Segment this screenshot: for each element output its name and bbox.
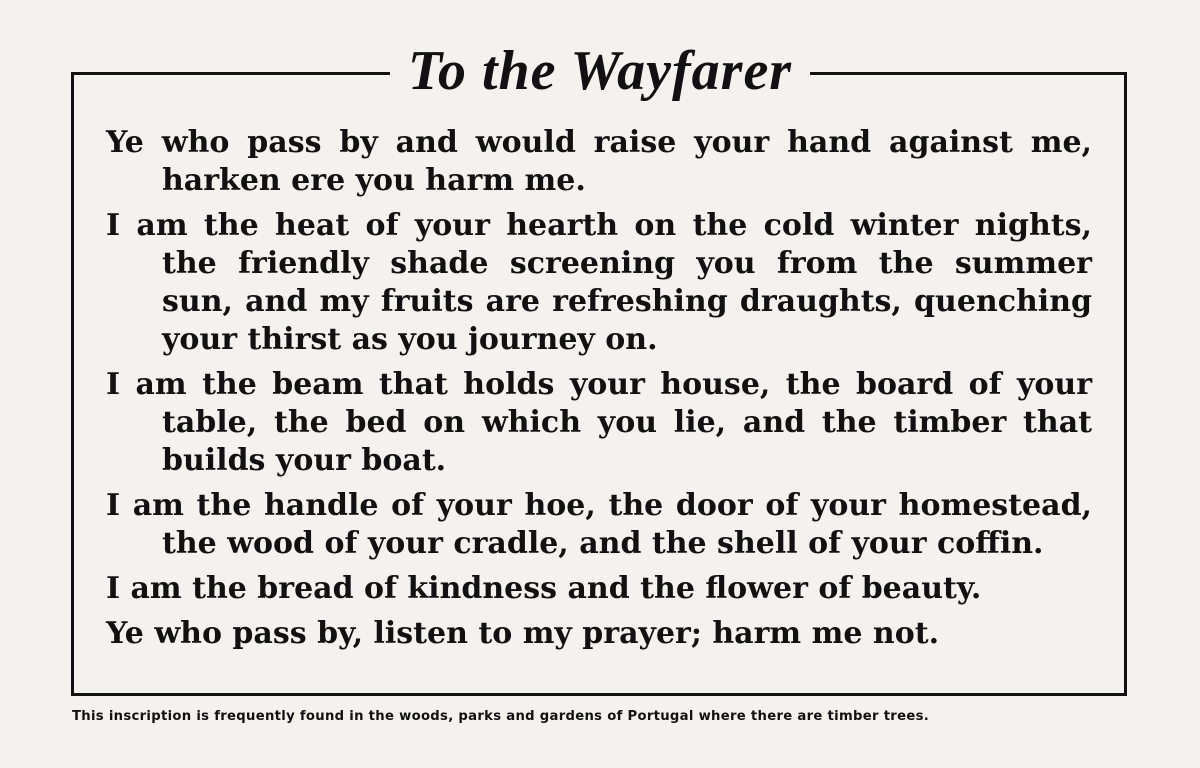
paragraph-bread: I am the bread of kindness and the flower of beauty.: [106, 571, 982, 606]
footnote: This inscription is frequently found in the woods, parks and gardens of Portugal where there are timber trees.: [72, 709, 930, 724]
inscription-body: [106, 124, 1092, 660]
paragraph-prayer: Ye who pass by, listen to my prayer; harm me not.: [106, 616, 940, 651]
paragraph-handle: I am the handle of your hoe, the door of your homestead, the wood of your cradle, and the shell of your coffin.: [106, 488, 1092, 561]
title-container: [0, 36, 1200, 106]
paragraph-hearth: I am the heat of your hearth on the cold winter nights, the friendly shade screening you from the summer sun, and my fruits are refreshing draughts, quenching your thirst as you journey on.: [106, 208, 1092, 357]
page-title: To the Wayfarer: [390, 36, 810, 106]
paragraph-harken: Ye who pass by and would raise your hand against me, harken ere you harm me.: [106, 125, 1092, 198]
paragraph-beam: I am the beam that holds your house, the board of your table, the bed on which you lie, and the timber that builds your boat.: [106, 367, 1092, 478]
